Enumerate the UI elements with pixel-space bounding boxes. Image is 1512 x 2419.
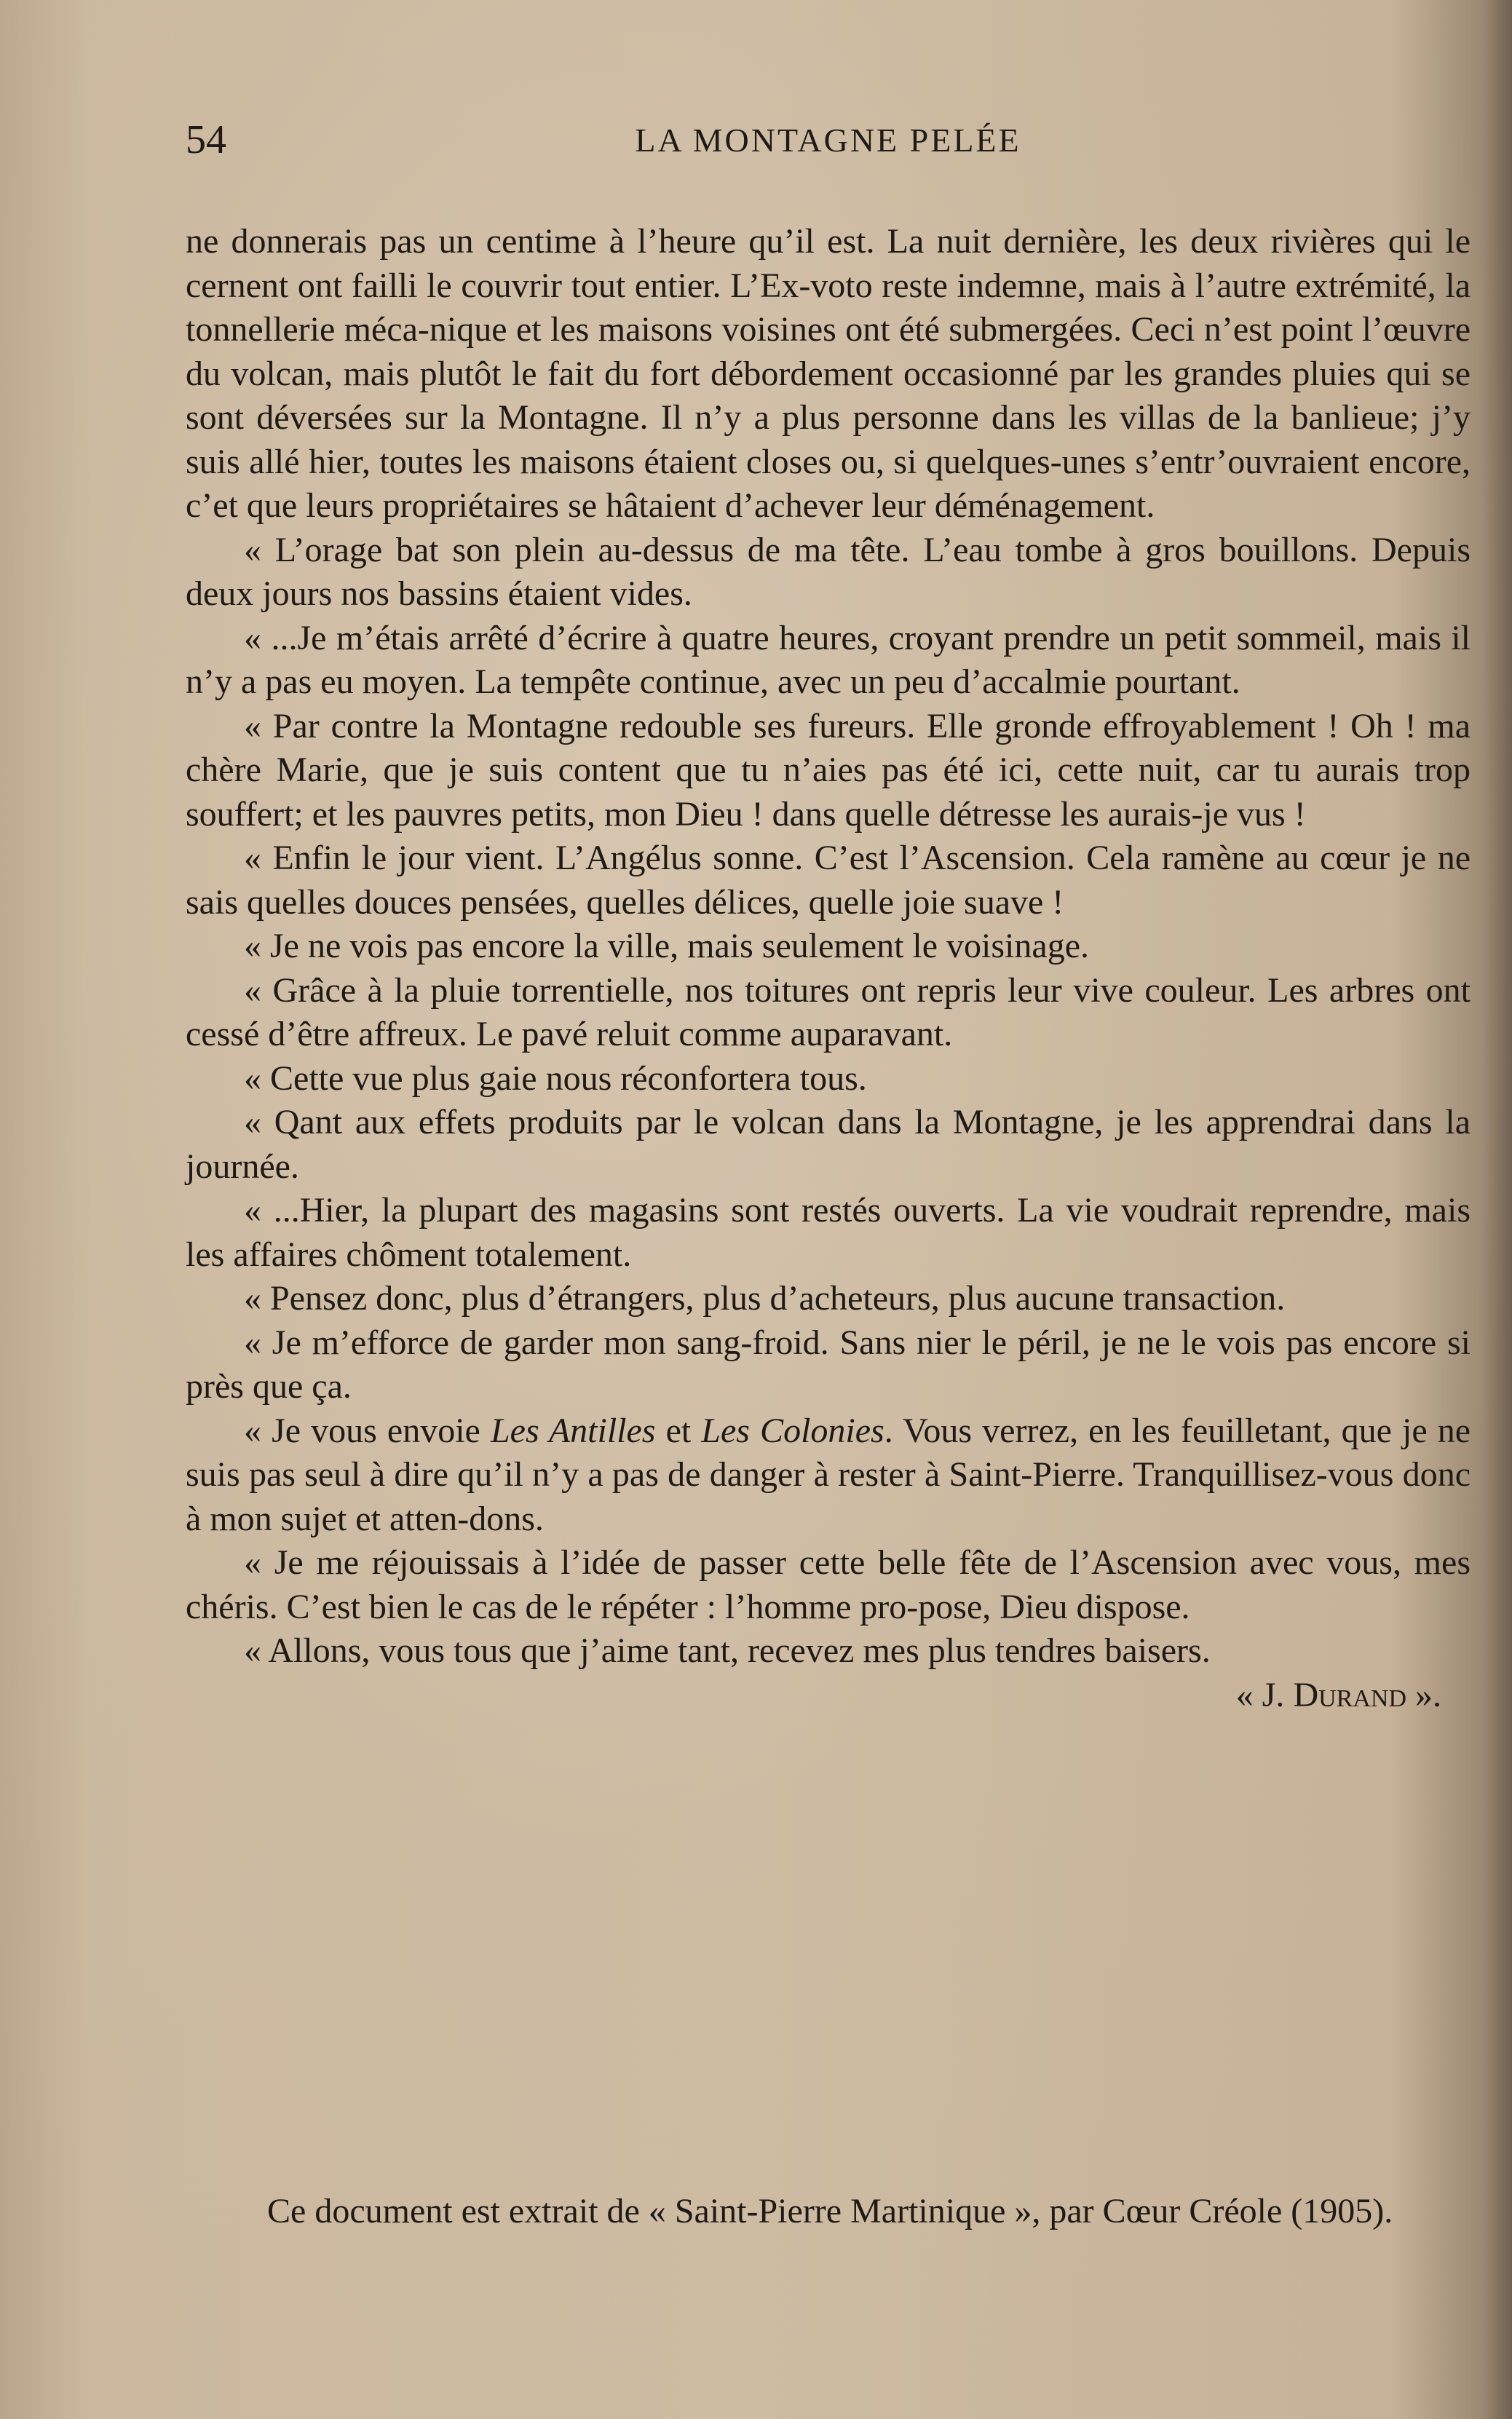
paragraph-11: « Pensez donc, plus d’étrangers, plus d’acheteurs, plus aucune transaction. [244,1279,1286,1318]
paragraph-3: « ...Je m’étais arrêté d’écrire à quatre heures, croyant prendre un petit sommeil, mais il n’y a pas eu moyen. La tempête continue, avec un peu d’accalmie pourtant. [186,618,1471,701]
paragraph-10: « ...Hier, la plupart des magasins sont restés ouverts. La vie voudrait reprendre, mais les affaires chôment totalement. [186,1191,1471,1274]
signature [186,1674,1471,1718]
signature-close: ». [1406,1675,1441,1714]
paragraph-15: « Allons, vous tous que j’aime tant, recevez mes plus tendres baisers. [244,1631,1211,1670]
signature-name: Durand [1293,1675,1406,1714]
paragraph-13-mid: et [655,1411,702,1450]
running-title: LA MONTAGNE PELÉE [635,122,1021,159]
page-number: 54 [186,117,226,162]
paragraph-13 [186,1409,1471,1542]
paragraph-14: « Je me réjouissais à l’idée de passer cette belle fête de l’Ascension avec vous, mes chéris. C’est bien le cas de le répéter : l’homme pro-pose, Dieu dispose. [186,1543,1471,1626]
journal-title-colonies: Les Colonies [701,1411,884,1450]
paragraph-13-end: . Vous verrez, en les feuilletant, que je ne suis pas seul à dire qu’il n’y a pas de danger à rester à Saint-Pierre. Tranquillisez-vous donc à mon sujet et atten-dons. [186,1411,1471,1538]
paragraph-7: « Grâce à la pluie torrentielle, nos toitures ont repris leur vive couleur. Les arbres ont cessé d’être affreux. Le pavé reluit comme auparavant. [186,970,1471,1053]
paragraph-1: ne donnerais pas un centime à l’heure qu’il est. La nuit dernière, les deux rivières qui le cernent ont failli le couvrir tout entier. L’Ex-voto reste indemne, mais à l’autre extrémité, la tonnellerie méca-nique et les maisons voisines ont été submergées. Ceci n’est point l’œuvre du volcan, mais plutôt le fait du fort débordement occasionné par les grandes pluies qui se sont déversées sur la Montagne. Il n’y a plus personne dans les villas de la banlieue; j’y suis allé hier, toutes les maisons étaient closes ou, si quelques-unes s’entr’ouvraient encore, c’et que leurs propriétaires se hâtaient d’achever leur déménagement. [186,222,1471,525]
paragraph-6: « Je ne vois pas encore la ville, mais seulement le voisinage. [244,927,1089,965]
page-header [186,116,1471,167]
paragraph-12: « Je m’efforce de garder mon sang-froid. Sans nier le péril, je ne le vois pas encore si près que ça. [186,1323,1471,1406]
paragraph-8: « Cette vue plus gaie nous réconfortera tous. [244,1058,867,1098]
letter-body [186,220,1471,1717]
paragraph-4: « Par contre la Montagne redouble ses fureurs. Elle gronde effroyablement ! Oh ! ma chère Marie, que je suis content que tu n’aies pas été ici, cette nuit, car tu aurais trop souffert; et les pauvres petits, mon Dieu ! dans quelle détresse les aurais-je vus ! [186,706,1471,834]
paragraph-9: « Qant aux effets produits par le volcan dans la Montagne, je les apprendrai dans la journée. [186,1103,1471,1186]
paragraph-2: « L’orage bat son plein au-dessus de ma tête. L’eau tombe à gros bouillons. Depuis deux jours nos bassins étaient vides. [186,530,1471,613]
paragraph-5: « Enfin le jour vient. L’Angélus sonne. C’est l’Ascension. Cela ramène au cœur je ne sais quelles douces pensées, quelles délices, quelle joie suave ! [186,839,1471,922]
signature-open: « J. [1235,1675,1294,1714]
paragraph-13-start: « Je vous envoie [244,1411,491,1450]
journal-title-antilles: Les Antilles [490,1411,656,1450]
source-note: Ce document est extrait de « Saint-Pierre Martinique », par Cœur Créole (1905). [267,2192,1393,2230]
